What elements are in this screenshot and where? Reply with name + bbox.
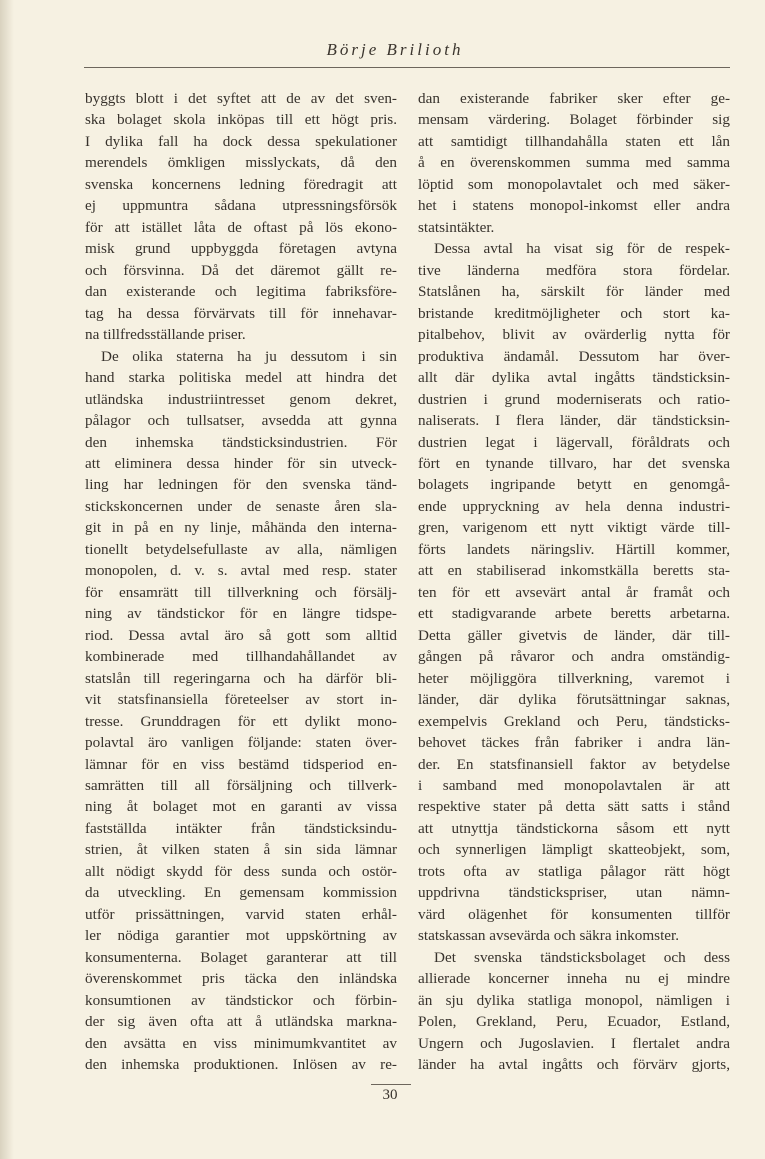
- text-line: heter möjliggöra tillverkning, varemot i: [418, 669, 730, 687]
- text-line: Ungern och Jugoslavien. I flertalet andra: [418, 1034, 730, 1052]
- text-line: hand starka politiska medel att hindra det: [85, 369, 397, 387]
- text-line: mensam värdering. Bolaget förbinder sig: [418, 111, 730, 129]
- text-line: dan existerande och legitima fabriksföre-: [85, 283, 397, 301]
- text-line: utför prissättningen, varvid staten erhål-: [85, 905, 397, 923]
- text-line: statskassan avsevärda och säkra inkomster.: [418, 927, 680, 945]
- text-line: lämnar för en viss bestämd tidsperiod en-: [85, 755, 397, 773]
- text-line: ej uppmuntra sådana utpressningsförsök: [85, 197, 397, 215]
- text-line: ning av tändstickor för en längre tidspe-: [85, 605, 397, 623]
- text-line: pålagor och tullsatser, avsedda att gynna: [85, 412, 397, 430]
- text-line: utländska industriintresset genom dekret,: [85, 390, 397, 408]
- text-line: ett stadigvarande arbete beretts arbetarna.: [418, 605, 730, 623]
- text-line: Detta gäller givetvis de länder, där till-: [418, 626, 730, 644]
- text-line: länder, där dylika förutsättningar saknas,: [418, 691, 730, 709]
- text-line: gren, varigenom ett nytt viktigt värde till-: [418, 519, 730, 537]
- text-line: tive länderna medföra stora fördelar.: [418, 261, 730, 279]
- text-line: der sig även ofta att å utländska markna-: [85, 1013, 397, 1031]
- text-line: uppdrivna tändstickspriser, utan nämn-: [418, 884, 730, 902]
- text-line: produktiva ändamål. Dessutom har över-: [418, 347, 730, 365]
- text-line: git in på en ny linje, måhända den interna-: [85, 519, 397, 537]
- text-line: samrätten till all försäljning och tillverk-: [85, 777, 397, 794]
- page-number: 30: [382, 1087, 398, 1103]
- text-line: statsintäkter.: [418, 218, 495, 236]
- text-column-right: [418, 88, 730, 1076]
- text-line: statslån till regeringarna och ha därför bli-: [85, 669, 397, 687]
- text-line: och försvinna. Då det däremot gällt re-: [85, 261, 397, 279]
- text-line: allt nödigt skydd för dess sunda och ostör-: [85, 862, 397, 880]
- text-line: för att istället låta de oftast på lös ekono-: [85, 218, 397, 236]
- text-line: att en stabiliserad inkomstkälla beretts sta-: [418, 562, 730, 580]
- text-line: dan existerande fabriker sker efter ge-: [418, 90, 730, 107]
- text-line: ten för ett avsevärt antal år framåt och: [418, 583, 730, 601]
- text-line: fastställda intäkter från tändsticksindu-: [85, 819, 397, 837]
- text-line: De olika staterna ha ju dessutom i sin: [101, 347, 397, 365]
- header-rule: [84, 67, 730, 68]
- text-line: bolagets ingripande betytt en genomgå-: [418, 476, 730, 494]
- text-line: än sju dylika statliga monopol, nämligen i: [418, 991, 730, 1009]
- text-line: länder ha avtal ingåtts och förvärv gjorts,: [418, 1056, 730, 1074]
- text-line: da utveckling. En gemensam kommission: [85, 884, 397, 902]
- text-line: ling har ledningen för den svenska tänd-: [85, 476, 397, 494]
- footer-rule: [371, 1084, 411, 1085]
- text-line: att eliminera dessa hinder för sin utveck-: [85, 454, 397, 472]
- text-line: den avsätta en viss minimumkvantitet av: [85, 1034, 397, 1052]
- text-line: monopolen, d. v. s. avtal med resp. stater: [85, 562, 397, 580]
- text-line: fört en tynande tillvaro, har det svenska: [418, 454, 730, 472]
- text-line: konsumtionen av tändstickor och förbin-: [85, 991, 397, 1009]
- text-line: tresse. Grunddragen för ett dylikt mono-: [85, 712, 397, 730]
- text-line: bristande kreditmöjligheter och stort ka-: [418, 304, 730, 322]
- text-line: pitalbehov, blivit av ovärderlig nytta för: [418, 326, 730, 344]
- text-line: tionellt betydelsefullaste av alla, nämligen: [85, 540, 397, 558]
- text-line: ning åt bolaget mot en garanti av vissa: [85, 798, 397, 816]
- text-line: behovet täckes från fabriker i andra län-: [418, 734, 730, 752]
- text-line: trots ofta av statliga pålagor rätt högt: [418, 862, 730, 880]
- text-line: stickskoncernen under de senaste åren sla-: [85, 497, 397, 515]
- running-head-author: Börje Brilioth: [326, 40, 464, 59]
- text-line: byggts blott i det syftet att de av det sven-: [85, 90, 397, 107]
- text-line: svenska koncernens ledning föredragit att: [85, 175, 397, 193]
- text-line: merendels ömkligen misslyckats, då den: [85, 154, 397, 172]
- text-line: kombinerade med tillhandahållandet av: [85, 648, 397, 666]
- text-line: allt där dylika avtal ingåtts tändsticksin-: [418, 369, 730, 387]
- text-line: riod. Dessa avtal äro så gott som alltid: [85, 626, 397, 644]
- text-line: för ensamrätt till tillverkning och försälj-: [85, 583, 397, 601]
- text-line: att utnyttja tändstickorna såsom ett nytt: [418, 819, 730, 837]
- text-column-left: [85, 88, 397, 1076]
- text-line: exempelvis Grekland och Peru, tändsticks-: [418, 712, 730, 730]
- text-line: Dessa avtal ha visat sig för de respek-: [434, 240, 730, 258]
- text-line: ska bolaget skola inköpas till ett högt pris.: [85, 111, 397, 129]
- text-line: tag ha dessa förvärvats till för innehavar-: [85, 304, 397, 322]
- text-line: dustrien i grund moderniserats och ratio-: [418, 390, 730, 408]
- text-line: förts landets näringsliv. Härtill kommer,: [418, 540, 730, 558]
- text-line: Statslånen ha, särskilt för länder med: [418, 283, 730, 301]
- text-line: het i statens monopol-inkomst eller andra: [418, 197, 730, 215]
- text-line: Det svenska tändsticksbolaget och dess: [434, 948, 730, 966]
- text-line: löptid som monopolavtalet och med säker-: [418, 175, 730, 193]
- text-line: gången på råvaror och andra omständig-: [418, 648, 730, 666]
- text-line: allierade koncerner inneha nu ej mindre: [418, 970, 730, 988]
- text-line: överenskommet pris täcka den inländska: [85, 970, 397, 988]
- text-line: I dylika fall ha dock dessa spekulationer: [85, 132, 397, 150]
- text-line: Polen, Grekland, Peru, Ecuador, Estland,: [418, 1013, 730, 1031]
- text-line: den inhemska tändsticksindustrien. För: [85, 433, 397, 451]
- text-line: den inhemska produktionen. Inlösen av re-: [85, 1056, 397, 1074]
- text-line: respektive stater på detta sätt satts i stånd: [418, 798, 730, 816]
- text-line: misk grund uppbyggda företagen avtyna: [85, 240, 397, 258]
- text-line: konsumenterna. Bolaget garanterar att till: [85, 948, 397, 966]
- page-edge-shadow: [0, 0, 14, 1159]
- text-line: der. En statsfinansiell faktor av betydelse: [418, 755, 730, 773]
- text-line: na tillfredsställande priser.: [85, 326, 246, 344]
- text-line: å en överenskommen summa med samma: [418, 154, 730, 172]
- text-line: att samtidigt tillhandahålla staten ett lån: [418, 132, 730, 150]
- text-line: vit statsfinansiella företeelser av stort in-: [85, 691, 397, 709]
- text-line: ende uppryckning av hela denna industri-: [418, 497, 730, 515]
- text-line: polavtal äro vanligen följande: staten över-: [85, 734, 397, 752]
- text-line: dustrien legat i lägervall, föråldrats och: [418, 433, 730, 451]
- text-line: naliserats. I flera länder, där tändsticksin-: [418, 412, 730, 430]
- text-line: i samband med monopolavtalen är att: [418, 777, 730, 794]
- text-line: ler nödiga garantier mot uppskörtning av: [85, 927, 397, 945]
- text-line: strien, åt vilken staten å sin sida lämnar: [85, 841, 397, 859]
- text-line: och synnerligen lämpligt skatteobjekt, som,: [418, 841, 730, 859]
- text-line: värd olägenhet för konsumenten tillför: [418, 905, 730, 923]
